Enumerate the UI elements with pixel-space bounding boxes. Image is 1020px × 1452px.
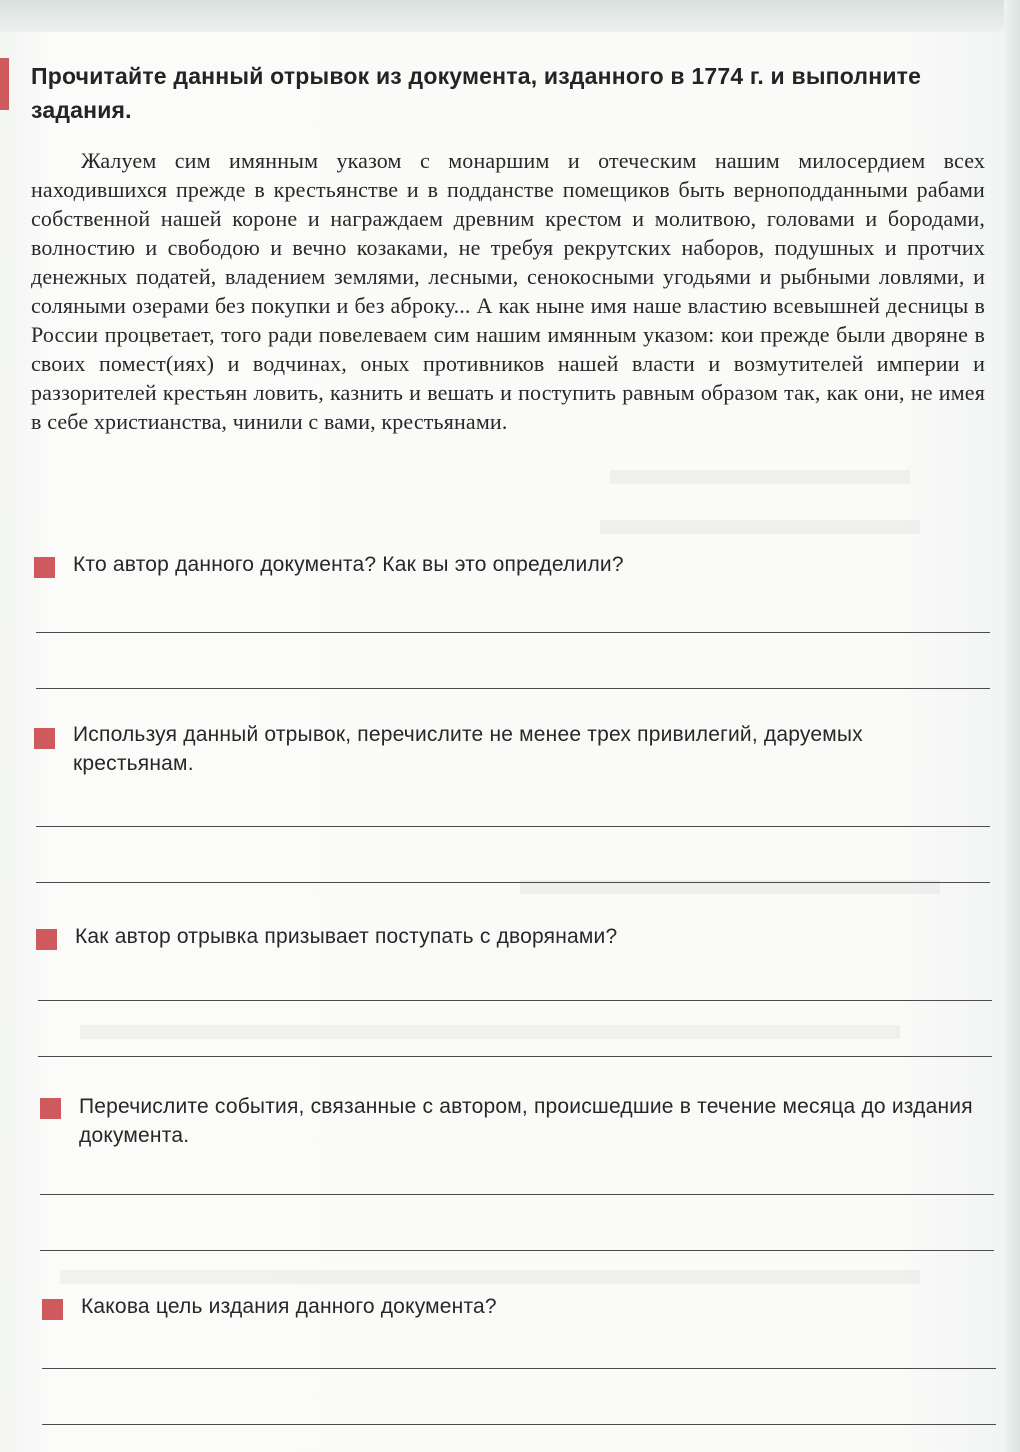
answer-line[interactable]: [40, 1194, 994, 1195]
question-2: Используя данный отрывок, перечислите не менее трех привилегий, даруемых крестьянам.: [73, 723, 863, 775]
show-through-mark: [610, 470, 910, 484]
task-title: Прочитайте данный отрывок из документа, изданного в 1774 г. и выполните задания.: [31, 63, 922, 123]
page-top-edge: [0, 0, 1020, 32]
answer-line[interactable]: [36, 826, 990, 827]
show-through-mark: [600, 520, 920, 534]
question-marker: [40, 1098, 61, 1119]
title-accent-bar: [0, 58, 9, 110]
question-1: Кто автор данного документа? Как вы это определили?: [73, 553, 624, 576]
answer-line[interactable]: [38, 1000, 992, 1001]
question-marker: [34, 557, 55, 578]
answer-line[interactable]: [40, 1250, 994, 1251]
answer-line[interactable]: [36, 882, 990, 883]
question-marker: [34, 728, 55, 749]
answer-line[interactable]: [36, 632, 990, 633]
question-marker: [36, 929, 57, 950]
document-excerpt: Жалуем сим имянным указом с монаршим и отеческим нашим милосердием всех находившихся прежде в крестьянстве и в подданстве помещиков быть верноподданными рабами собственной нашей короне и награждаем древним крестом и молитвою, головами и бородами, волностию и свободою и вечно козаками, не требуя рекрутских наборов, подушных и протчих денежных податей, владением землями, лесными, сенокосными угодьями и рыбными ловлями, и соляными озерами без покупки и без аброку... А как ныне имя наше властию всевышней десницы в России процветает, того ради повелеваем сим нашим имянным указом: кои прежде были дворяне в своих помест(иях) и водчинах, оных противников нашей власти и возмутителей империи и раззорителей крестьян ловить, казнить и вешать и поступить равным образом так, как они, не имея в себе христианства, чинили с вами, крестьянами.: [31, 148, 985, 434]
question-4: Перечислите события, связанные с автором, происшедшие в течение месяца до издания документа.: [79, 1095, 973, 1147]
question-5: Какова цель издания данного документа?: [81, 1295, 497, 1318]
answer-line[interactable]: [38, 1056, 992, 1057]
question-3: Как автор отрывка призывает поступать с дворянами?: [75, 925, 618, 948]
page-right-edge: [1004, 0, 1020, 1452]
answer-line[interactable]: [42, 1368, 996, 1369]
answer-line[interactable]: [42, 1424, 996, 1425]
show-through-mark: [80, 1025, 900, 1039]
show-through-mark: [60, 1270, 920, 1284]
question-marker: [42, 1299, 63, 1320]
answer-line[interactable]: [36, 688, 990, 689]
